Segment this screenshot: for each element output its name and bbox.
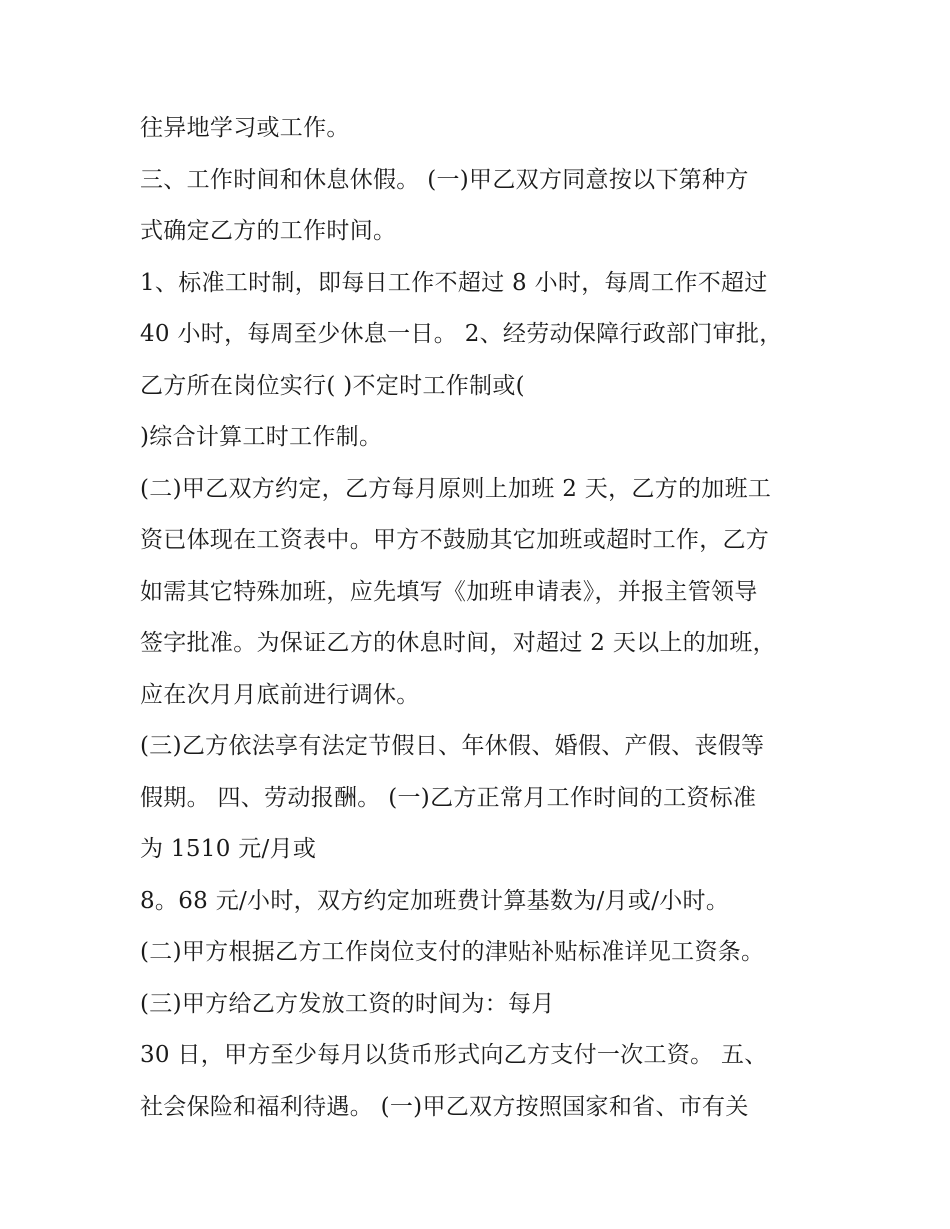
text-line: 资已体现在工资表中。甲方不鼓励其它加班或超时工作，乙方 (140, 527, 770, 553)
contract-text-body (140, 108, 840, 1138)
text-line: 30 日，甲方至少每月以货币形式向乙方支付一次工资。 五、 (140, 1042, 768, 1068)
text-line: 式确定乙方的工作时间。 (140, 218, 397, 244)
text-line: 往异地学习或工作。 (140, 115, 350, 141)
text-line: 8。68 元/小时，双方约定加班费计算基数为/月或/小时。 (140, 887, 730, 914)
text-line: )综合计算工时工作制。 (140, 424, 383, 450)
text-line: 为 1510 元/月或 (140, 836, 317, 862)
text-line: 如需其它特殊加班，应先填写《加班申请表》，并报主管领导 (140, 578, 758, 605)
text-line: 40 小时，每周至少休息一日。 2、经劳动保障行政部门审批， (140, 321, 783, 347)
text-line: 三、工作时间和休息休假。 (一)甲乙双方同意按以下第种方 (140, 166, 749, 193)
text-line: (二)甲乙双方约定，乙方每月原则上加班 2 天，乙方的加班工 (140, 475, 772, 502)
text-line: 1、标准工时制，即每日工作不超过 8 小时，每周工作不超过 (140, 269, 768, 296)
text-line: 社会保险和福利待遇。 (一)甲乙双方按照国家和省、市有关 (140, 1093, 749, 1120)
text-line: 假期。 四、劳动报酬。 (一)乙方正常月工作时间的工资标准 (140, 784, 757, 811)
text-line: (二)甲方根据乙方工作岗位支付的津贴补贴标准详见工资条。 (140, 939, 765, 965)
text-line: 乙方所在岗位实行( )不定时工作制或( (140, 372, 525, 399)
text-line: (三)甲方给乙方发放工资的时间为：每月 (140, 990, 555, 1017)
text-line: 应在次月月底前进行调休。 (140, 681, 420, 708)
text-line: (三)乙方依法享有法定节假日、年休假、婚假、产假、丧假等 (140, 733, 765, 759)
text-line: 签字批准。为保证乙方的休息时间，对超过 2 天以上的加班， (140, 630, 776, 656)
